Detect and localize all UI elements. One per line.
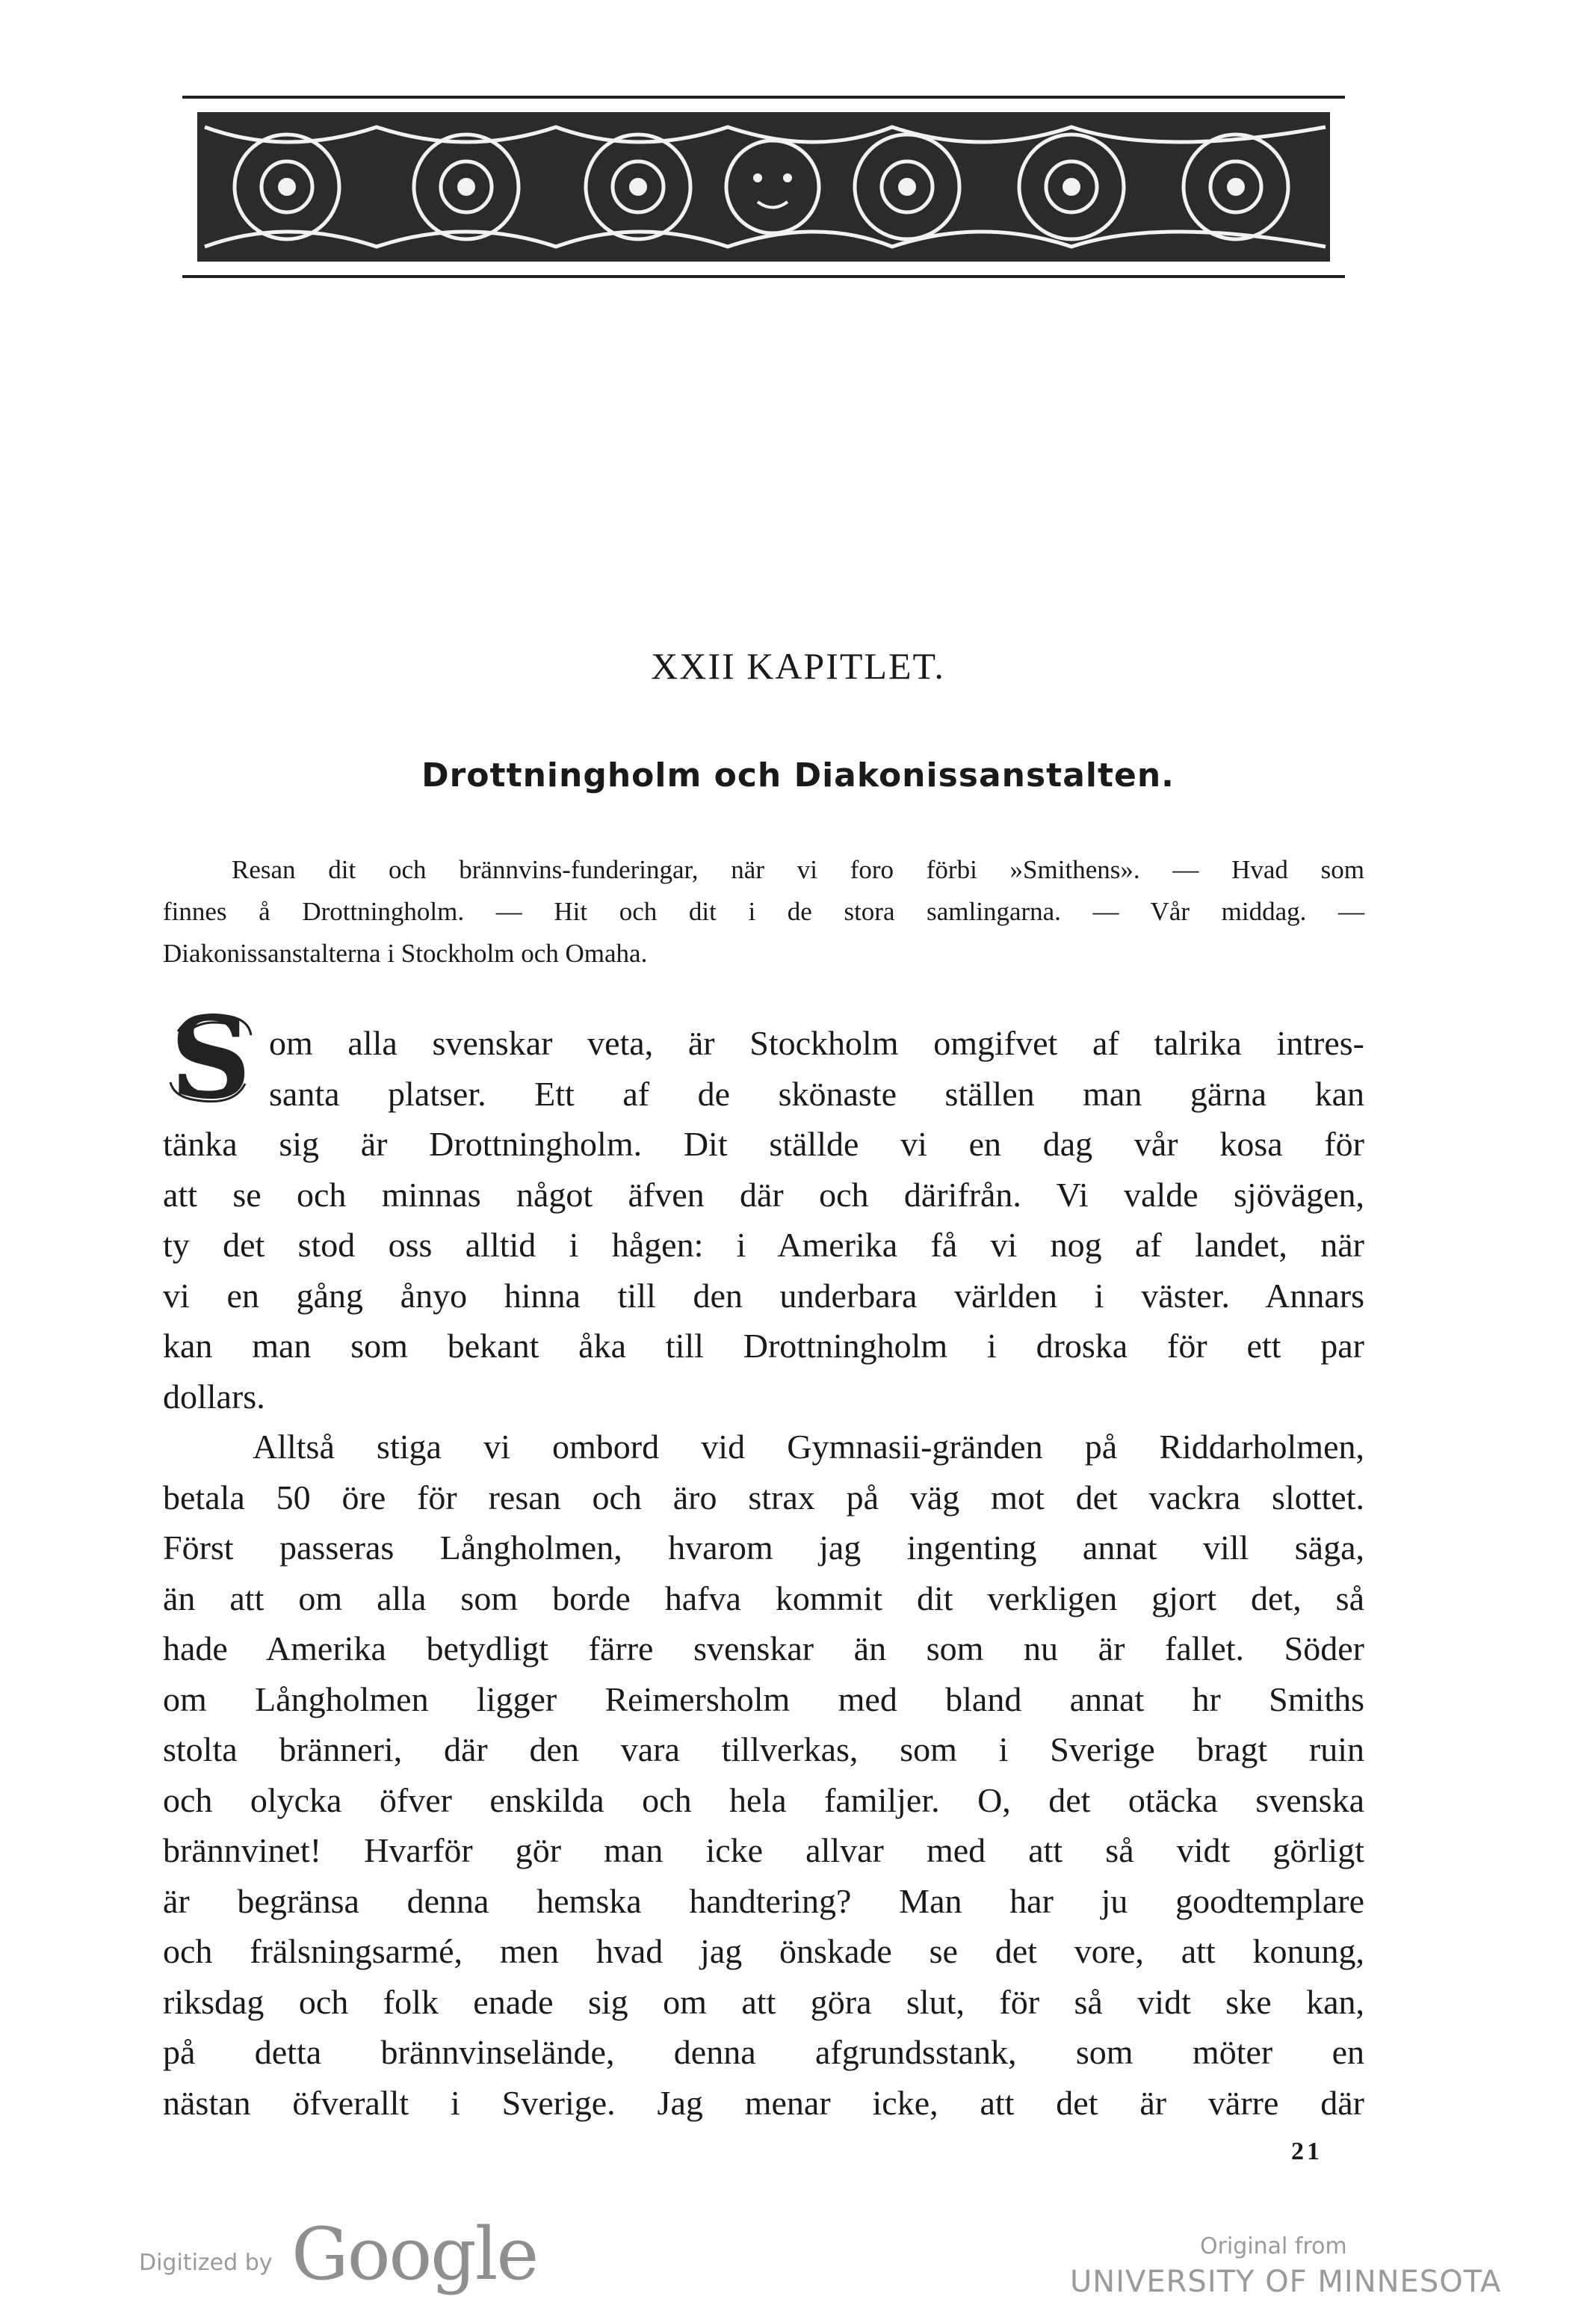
ornamental-header-band [175,82,1352,293]
body-line: om alla svenskar veta, är Stockholm omgifvet af talrika intres- [269,1024,1364,1062]
body-line: än att om alla som borde hafva kommit dit verkligen gjort det, så [163,1579,1364,1617]
body-line: nästan öfverallt i Sverige. Jag menar icke, att det är värre där [163,2083,1364,2122]
body-line: stolta bränneri, där den vara tillverkas, som i Sverige bragt ruin [163,1730,1364,1768]
institution-label: UNIVERSITY OF MINNESOTA [1070,2265,1502,2299]
body-line: Alltså stiga vi ombord vid Gymnasii-gränden på Riddarholmen, [253,1428,1364,1466]
body-line: och olycka öfver enskilda och hela familjer. O, det otäcka svenska [163,1780,1364,1819]
body-text [163,1018,1364,2128]
body-line: hade Amerika betydligt färre svenskar än som nu är fallet. Söder [163,1629,1364,1668]
summary-line: Resan dit och brännvins-funderingar, när vi foro förbi »Smithens». — Hvad som [232,855,1364,884]
body-line: på detta brännvinselände, denna afgrundsstank, som möter en [163,2033,1364,2071]
google-logo-text: Google [291,2212,538,2296]
body-line: om Långholmen ligger Reimersholm med bland annat hr Smiths [163,1679,1364,1718]
page-number: 21 [1291,2138,1323,2165]
body-line: och frälsningsarmé, men hvad jag önskade se det vore, att konung, [163,1932,1364,1970]
summary-line: finnes å Drottningholm. — Hit och dit i de stora samlingarna. — Vår middag. — [163,897,1364,926]
chapter-heading: XXII KAPITLET. [651,645,945,687]
original-from-label: Original from [1200,2233,1347,2259]
body-line: ty det stod oss alltid i hågen: i Amerika få vi nog af landet, när [163,1226,1364,1264]
body-line: kan man som bekant åka till Drottningholm i droska för ett par [163,1327,1364,1365]
summary-line: Diakonissanstalterna i Stockholm och Omaha. [163,939,648,968]
drop-cap-letter: S [170,1002,252,1114]
body-line: är begränsa denna hemska handtering? Man har ju goodtemplare [163,1881,1364,1920]
body-line: dollars. [163,1377,265,1416]
body-line: Först passeras Långholmen, hvarom jag ingenting annat vill säga, [163,1528,1364,1567]
chapter-summary [163,849,1364,975]
body-line: att se och minnas något äfven där och därifrån. Vi valde sjövägen, [163,1175,1364,1214]
chapter-title: Drottningholm och Diakonissanstalten. [421,756,1175,795]
body-line: brännvinet! Hvarför gör man icke allvar med att så vidt görligt [163,1831,1364,1869]
body-line: vi en gång ånyo hinna till den underbara världen i väster. Annars [163,1276,1364,1315]
body-line: tänka sig är Drottningholm. Dit ställde vi en dag vår kosa för [163,1125,1364,1163]
body-line: riksdag och folk enade sig om att göra slut, för så vidt ske kan, [163,1982,1364,2021]
body-line: betala 50 öre för resan och äro strax på väg mot det vackra slottet. [163,1478,1364,1517]
body-line: santa platser. Ett af de skönaste ställen man gärna kan [269,1074,1364,1113]
digitized-by-label: Digitized by [139,2250,273,2276]
